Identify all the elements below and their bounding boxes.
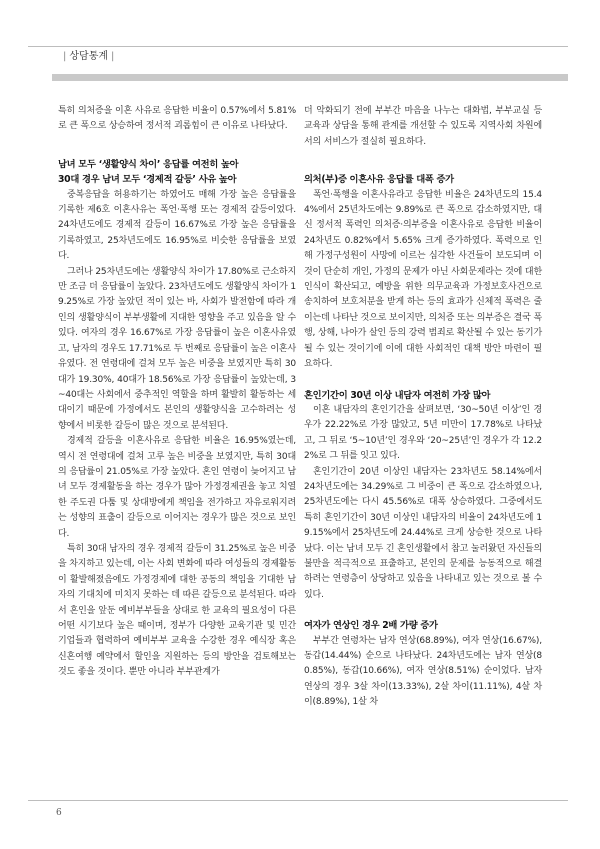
section-heading-marriage-duration: 혼인기간이 30년 이상 내담자 여전히 가장 많아 <box>304 389 491 401</box>
left-paragraph: 중복응답을 허용하기는 하였어도 매해 가장 높은 응답률을 기록한 제6호 이혼사유는 폭언·폭행 또는 경제적 갈등이었다. 24차년도에도 경제적 갈등이 16.67%로 가장 높은 응답률을 기록하였고, 25차년도에도 16.95%로 비슷한 응답률을 보였다. <box>58 189 296 262</box>
header-bar <box>52 74 568 81</box>
section-tag-label: 상담통계 <box>69 51 109 62</box>
left-paragraph: 그러나 25차년도에는 생활양식 차이가 17.80%로 근소하지만 조금 더 응답률이 높았다. 23차년도에도 생활양식 차이가 19.25%로 가장 높았던 적이 있는 바, 사회가 발전함에 따라 개인의 생활양식이 부부생활에 지대한 영향을 주고 있음을 알 수 있다. 여자의 경우 16.67%로 가장 응답률이 높은 이혼사유였고, 남자의 경우도 17.71%로 두 번째로 응답률이 높은 이혼사유였다. 전 연령대에 걸쳐 모두 높은 비중을 보였지만 특히 30대가 19.30%, 40대가 18.56%로 가장 응답률이 높았는데, 3~40대는 사회에서 중추적인 역할을 하며 활발히 활동하는 세대이기 때문에 가정에서도 본인의 생활양식을 고수하려는 성향에서 비롯한 갈등이 많은 것으로 분석된다. <box>58 266 297 431</box>
section-tag-pipe-right: | <box>111 51 115 62</box>
section-heading-delusional-jealousy: 의처(부)증 이혼사유 응답률 대폭 증가 <box>304 174 454 186</box>
right-paragraph: 폭언·폭행을 이혼사유라고 응답한 비율은 24차년도의 15.44%에서 25년차도에는 9.89%로 큰 폭으로 감소하였지만, 대신 정서적 폭력인 의처증·의부증을 이혼사유로 응답한 비율이 24차년도 0.82%에서 5.65% 크게 증가하였다. 폭력으로 인해 가정구성원이 사망에 이르는 심각한 사건들이 보도되며 이것이 단순히 개인, 가정의 문제가 아닌 사회문제라는 것에 대한 인식이 확산되고, 예방을 위한 의무교육과 가정보호사건으로 송치하여 보호처분을 받게 하는 등의 효과가 신체적 폭력은 줄이는데 나타난 것으로 보이지만, 의처증 또는 의부증은 결국 폭행, 상해, 나아가 살인 등의 강력 범죄로 확산될 수 있는 동기가 될 수 있는 것이기에 이에 대한 사회적인 대책 방안 마련이 필요하다. <box>304 189 542 370</box>
left-heading-line-1: 남녀 모두 ‘생활양식 차이’ 응답률 여전히 높아 <box>58 158 239 170</box>
section-tag-pipe-left: | <box>63 51 67 62</box>
right-paragraph: 이혼 내담자의 혼인기간을 살펴보면, ‘30~50년 이상’인 경우가 22.22%로 가장 많았고, 5년 미만이 17.78%로 나타났고, 그 뒤로 ‘5~10년’인 경우와 ‘20~25년’인 경우가 각 12.22%로 그 뒤를 잇고 있다. <box>304 404 542 462</box>
left-heading-line-2: 30대 경우 남녀 모두 ‘경제적 갈등’ 사유 높아 <box>58 174 237 186</box>
section-tag <box>60 50 117 64</box>
section-heading-age-difference: 여자가 연상인 경우 2배 가량 증가 <box>304 620 438 632</box>
right-paragraph: 부부간 연령차는 남자 연상(68.89%), 여자 연상(16.67%), 동갑(14.44%) 순으로 나타났다. 24차년도에는 남자 연상(80.85%), 동갑(10.66%), 여자 연상(8.51%) 순이었다. 남자 연상의 경우 3살 차이(13.33%), 2살 차이(11.11%), 4살 차이(8.89%), 1살 차 <box>304 635 542 708</box>
header-rule <box>28 46 568 47</box>
left-paragraph: 특히 30대 남자의 경우 경제적 갈등이 31.25%로 높은 비중을 차지하고 있는데, 이는 사회 변화에 따라 여성들의 경제활동이 활발해졌음에도 가정경제에 대한 공동의 책임을 기대한 남자의 기대치에 미치지 못하는 데 따른 갈등으로 분석된다. 따라서 혼인을 앞둔 예비부부들을 상대로 한 교육의 필요성이 다른 어떤 시기보다 높은 때이며, 정부가 다양한 교육기관 및 민간 기업들과 협력하여 예비부부 교육을 수강한 경우 예식장 혹은 신혼여행 예약에서 할인을 지원하는 등의 방안을 검토해보는 것도 좋을 것이다. 뿐만 아니라 부부관계가 <box>58 543 296 678</box>
page-header <box>0 0 600 80</box>
left-intro-paragraph: 특히 의처증을 이혼 사유로 응답한 비율이 0.57%에서 5.81%로 큰 폭으로 상승하여 정서적 괴롭힘이 큰 이유로 나타났다. <box>58 106 296 132</box>
footer-rule <box>28 800 568 801</box>
left-column <box>58 104 296 681</box>
left-paragraph: 경제적 갈등을 이혼사유로 응답한 비율은 16.95%였는데, 역시 전 연령대에 걸쳐 고루 높은 비중을 보였지만, 특히 30대의 응답률이 21.05%로 가장 높았다. 혼인 연령이 늦어지고 남녀 모두 경제활동을 하는 경우가 많아 가정경제권을 놓고 치열한 주도권 다툼 및 상대방에게 책임을 전가하고 자유로워지려는 성향의 표출이 갈등으로 이어지는 경우가 많은 것으로 보인다. <box>58 436 296 539</box>
right-intro-paragraph: 더 악화되기 전에 부부간 마음을 나누는 대화법, 부부교실 등 교육과 상담을 통해 관계를 개선할 수 있도록 지역사회 차원에서의 서비스가 절실히 필요하다. <box>304 106 542 147</box>
page-number: 6 <box>56 808 62 818</box>
right-column <box>304 104 542 711</box>
right-paragraph: 혼인기간이 20년 이상인 내담자는 23차년도 58.14%에서 24차년도에는 34.29%로 그 비중이 큰 폭으로 감소하였으나, 25차년도에는 다시 45.56%로 대폭 상승하였다. 그중에서도 특히 혼인기간이 30년 이상인 내담자의 비율이 24차년도에 19.15%에서 25차년도에 24.44%로 크게 상승한 것으로 나타났다. 이는 남녀 모두 긴 혼인생활에서 참고 눌러왔던 자신들의 불만을 적극적으로 표출하고, 본인의 문제를 능동적으로 해결하려는 연령층이 상당하고 있음을 나타내고 있는 것으로 볼 수 있다. <box>304 466 542 600</box>
